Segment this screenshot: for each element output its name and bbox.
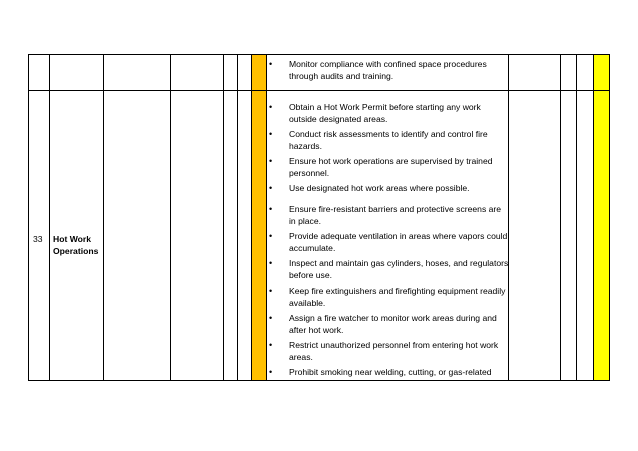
column-divider (576, 54, 577, 381)
bullet-icon: • (269, 156, 273, 166)
bullet-icon: • (269, 183, 273, 193)
residual-rating-column-fill (593, 54, 609, 380)
table-top-border (28, 54, 609, 55)
column-divider (237, 54, 238, 381)
column-divider (103, 54, 104, 381)
column-divider (609, 54, 610, 381)
column-divider (560, 54, 561, 381)
bullet-icon: • (269, 258, 273, 268)
column-divider (170, 54, 171, 381)
row-divider (28, 90, 609, 91)
risk-rating-column-fill (251, 54, 266, 380)
bullet-icon: • (269, 340, 273, 350)
bullet-icon: • (269, 313, 273, 323)
row-number: 33 (33, 234, 43, 244)
bullet-icon: • (269, 59, 273, 69)
column-divider (28, 54, 29, 381)
bullet-icon: • (269, 231, 273, 241)
bullet-icon: • (269, 367, 273, 377)
table-bottom-border (28, 380, 609, 381)
bullet-icon: • (269, 129, 273, 139)
column-divider (49, 54, 50, 381)
document-page: • Monitor compliance with confined space procedures through audits and training. 33 Hot Work Operations • Obtain a Hot Work Permit before starting any work outside designated areas. • Conduct risk assessments to identify and control fire hazards. • Ensure hot work operations are supervised by trained personnel. • Use designated hot work areas where possible. • Ensure fire-resistant barriers and protective screens are in place. • Provide adequate ventilation in areas where vapors could accumulate. • Inspect and maintain gas cylinders, hoses, and regulators before use. • Keep fire extinguishers and firefighting equipment readily available. • Assign a fire watcher to monitor work areas during and after hot work. • Restrict unauthorized personnel from entering hot work areas. • Prohibit smoking near welding, cutting, or gas-related (0, 0, 638, 451)
bullet-icon: • (269, 286, 273, 296)
column-divider (223, 54, 224, 381)
column-divider (266, 54, 267, 381)
column-divider (593, 54, 594, 381)
bullet-icon: • (269, 204, 273, 214)
bullet-icon: • (269, 102, 273, 112)
column-divider (251, 54, 252, 381)
hazard-title: Hot Work Operations (53, 234, 99, 256)
